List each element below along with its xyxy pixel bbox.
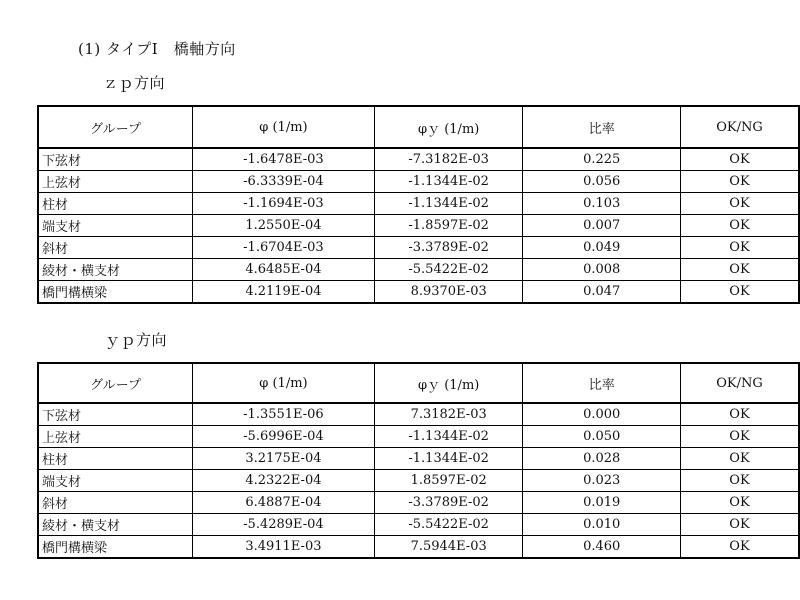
cell-ratio: 0.019	[523, 492, 680, 514]
table-row	[38, 215, 799, 237]
cell-ratio: 0.460	[523, 536, 680, 559]
cell-phiy: -5.5422E-02	[374, 514, 523, 536]
cell-ratio: 0.010	[523, 514, 680, 536]
col-header-okng: OK/NG	[680, 106, 799, 148]
col-header-group: グループ	[38, 363, 192, 403]
table-header-row	[38, 106, 799, 148]
col-header-phi: φ (1/m)	[192, 106, 374, 148]
cell-okng: OK	[680, 215, 799, 237]
cell-okng: OK	[680, 536, 799, 559]
cell-ratio: 0.000	[523, 403, 680, 426]
cell-group: 綾材・横支材	[38, 259, 192, 281]
cell-okng: OK	[680, 426, 799, 448]
cell-group: 綾材・横支材	[38, 514, 192, 536]
cell-phiy: -1.1344E-02	[374, 426, 523, 448]
cell-okng: OK	[680, 148, 799, 171]
col-header-phiy: φｙ (1/m)	[374, 106, 523, 148]
cell-ratio: 0.103	[523, 193, 680, 215]
table-row	[38, 448, 799, 470]
cell-phi: -1.6478E-03	[192, 148, 374, 171]
cell-phi: 4.6485E-04	[192, 259, 374, 281]
cell-phiy: -3.3789E-02	[374, 492, 523, 514]
cell-phi: -1.1694E-03	[192, 193, 374, 215]
table-row	[38, 514, 799, 536]
cell-group: 柱材	[38, 193, 192, 215]
cell-phi: -5.6996E-04	[192, 426, 374, 448]
cell-group: 上弦材	[38, 426, 192, 448]
cell-phi: 3.2175E-04	[192, 448, 374, 470]
col-header-ratio: 比率	[523, 106, 680, 148]
cell-phiy: 8.9370E-03	[374, 281, 523, 304]
cell-ratio: 0.007	[523, 215, 680, 237]
cell-phi: -1.3551E-06	[192, 403, 374, 426]
table-row	[38, 492, 799, 514]
cell-ratio: 0.056	[523, 171, 680, 193]
zp-table-body	[38, 148, 799, 303]
cell-ratio: 0.047	[523, 281, 680, 304]
col-header-ratio: 比率	[523, 363, 680, 403]
cell-phiy: 7.3182E-03	[374, 403, 523, 426]
cell-phi: 4.2119E-04	[192, 281, 374, 304]
col-header-okng: OK/NG	[680, 363, 799, 403]
col-header-group: グループ	[38, 106, 192, 148]
cell-phiy: 1.8597E-02	[374, 470, 523, 492]
cell-okng: OK	[680, 281, 799, 304]
cell-phiy: 7.5944E-03	[374, 536, 523, 559]
cell-phi: -1.6704E-03	[192, 237, 374, 259]
cell-group: 端支材	[38, 470, 192, 492]
cell-okng: OK	[680, 514, 799, 536]
cell-okng: OK	[680, 237, 799, 259]
cell-phi: 1.2550E-04	[192, 215, 374, 237]
cell-phiy: -1.1344E-02	[374, 448, 523, 470]
cell-phiy: -3.3789E-02	[374, 237, 523, 259]
table-row	[38, 536, 799, 559]
cell-phi: 6.4887E-04	[192, 492, 374, 514]
zp-results-table	[37, 105, 800, 304]
cell-phi: 3.4911E-03	[192, 536, 374, 559]
cell-group: 下弦材	[38, 148, 192, 171]
yp-table-body	[38, 403, 799, 558]
cell-group: 斜材	[38, 492, 192, 514]
cell-group: 橋門構横梁	[38, 536, 192, 559]
table-row	[38, 193, 799, 215]
cell-ratio: 0.028	[523, 448, 680, 470]
cell-okng: OK	[680, 259, 799, 281]
section-heading-zp: ｚｐ方向	[103, 74, 166, 92]
cell-phi: -5.4289E-04	[192, 514, 374, 536]
cell-ratio: 0.023	[523, 470, 680, 492]
cell-okng: OK	[680, 403, 799, 426]
document-title: (1) タイプI 橋軸方向	[78, 40, 236, 58]
table-row	[38, 148, 799, 171]
cell-group: 柱材	[38, 448, 192, 470]
cell-phiy: -5.5422E-02	[374, 259, 523, 281]
cell-ratio: 0.050	[523, 426, 680, 448]
col-header-phiy: φｙ (1/m)	[374, 363, 523, 403]
table-row	[38, 426, 799, 448]
cell-ratio: 0.008	[523, 259, 680, 281]
table-row	[38, 281, 799, 304]
cell-phiy: -1.1344E-02	[374, 193, 523, 215]
table-row	[38, 403, 799, 426]
cell-phiy: -1.8597E-02	[374, 215, 523, 237]
table-row	[38, 171, 799, 193]
table-row	[38, 237, 799, 259]
cell-ratio: 0.049	[523, 237, 680, 259]
cell-okng: OK	[680, 171, 799, 193]
col-header-phi: φ (1/m)	[192, 363, 374, 403]
cell-phi: 4.2322E-04	[192, 470, 374, 492]
cell-okng: OK	[680, 448, 799, 470]
table-row	[38, 259, 799, 281]
cell-group: 端支材	[38, 215, 192, 237]
cell-phiy: -1.1344E-02	[374, 171, 523, 193]
cell-phi: -6.3339E-04	[192, 171, 374, 193]
table-header-row	[38, 363, 799, 403]
cell-group: 橋門構横梁	[38, 281, 192, 304]
table-row	[38, 470, 799, 492]
cell-ratio: 0.225	[523, 148, 680, 171]
cell-phiy: -7.3182E-03	[374, 148, 523, 171]
cell-okng: OK	[680, 492, 799, 514]
cell-group: 下弦材	[38, 403, 192, 426]
cell-okng: OK	[680, 193, 799, 215]
section-heading-yp: ｙｐ方向	[105, 331, 168, 349]
yp-results-table	[37, 362, 800, 559]
cell-group: 斜材	[38, 237, 192, 259]
cell-group: 上弦材	[38, 171, 192, 193]
cell-okng: OK	[680, 470, 799, 492]
